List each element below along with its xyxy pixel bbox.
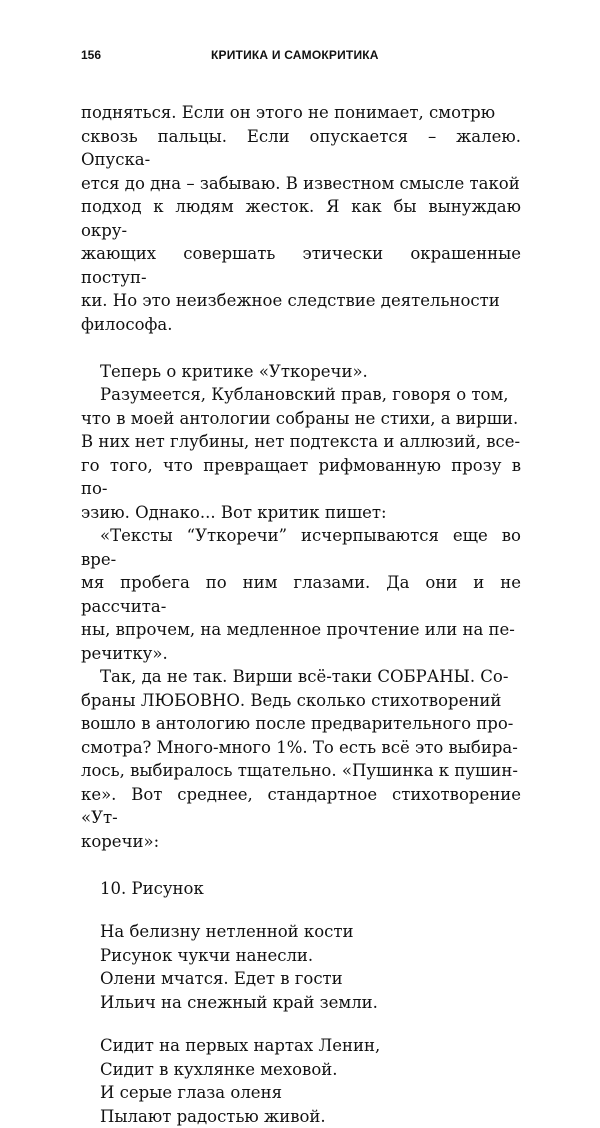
poem-stanza-1: На белизну нетленной кости Рисунок чукчи нанесли. Олени мчатся. Едет в гости Ильич на снежный край земли. (100, 922, 378, 1012)
page-number: 156 (81, 48, 102, 62)
paragraph-5: Так, да не так. Вирши всё-таки СОБРАНЫ. Со- браны ЛЮБОВНО. Ведь сколько стихотворений вошло в антологию после предварительного про- смотра? Много-много 1%. То есть всё это выбира- лось, выбиралось тщательно. «Пушинка к пушин- ке». Вот среднее, стандартное стихотворение «Ут- коречи»: (81, 667, 521, 851)
stanza-gap (81, 1014, 521, 1034)
poem-title-gap (81, 900, 521, 920)
running-title: КРИТИКА И САМОКРИТИКА (211, 48, 379, 62)
poem-stanza-2: Сидит на первых нартах Ленин, Сидит в кухлянке меховой. И серые глаза оленя Пылают радостью живой. (100, 1036, 381, 1126)
poem-gap (81, 853, 521, 877)
paragraph-4: «Тексты “Уткоречи” исчерпываются еще во вре- мя пробега по ним глазами. Да они и не рассчита- ны, впрочем, на медленное прочтение или на пе- речитку». (81, 526, 521, 663)
paragraph-2: Теперь о критике «Уткоречи». (100, 361, 368, 381)
poem-title: 10. Рисунок (100, 878, 204, 898)
body-text (81, 101, 521, 1128)
paragraph-3: Разумеется, Кублановский прав, говоря о том, что в моей антологии собраны не стихи, а вирши. В них нет глубины, нет подтекста и аллюзий, все- го того, что превращает рифмованную прозу в по- эзию. Однако... Вот критик пишет: (81, 385, 521, 522)
page-header (0, 48, 600, 68)
paragraph-1: подняться. Если он этого не понимает, смотрю сквозь пальцы. Если опускается – жалею. Опуска- ется до дна – забываю. В известном смысле такой подход к людям жесток. Я как бы вынуждаю окру- жающих совершать этически окрашенные поступ- ки. Но это неизбежное следствие деятельности философа. (81, 103, 521, 334)
paragraph-gap (81, 336, 521, 360)
